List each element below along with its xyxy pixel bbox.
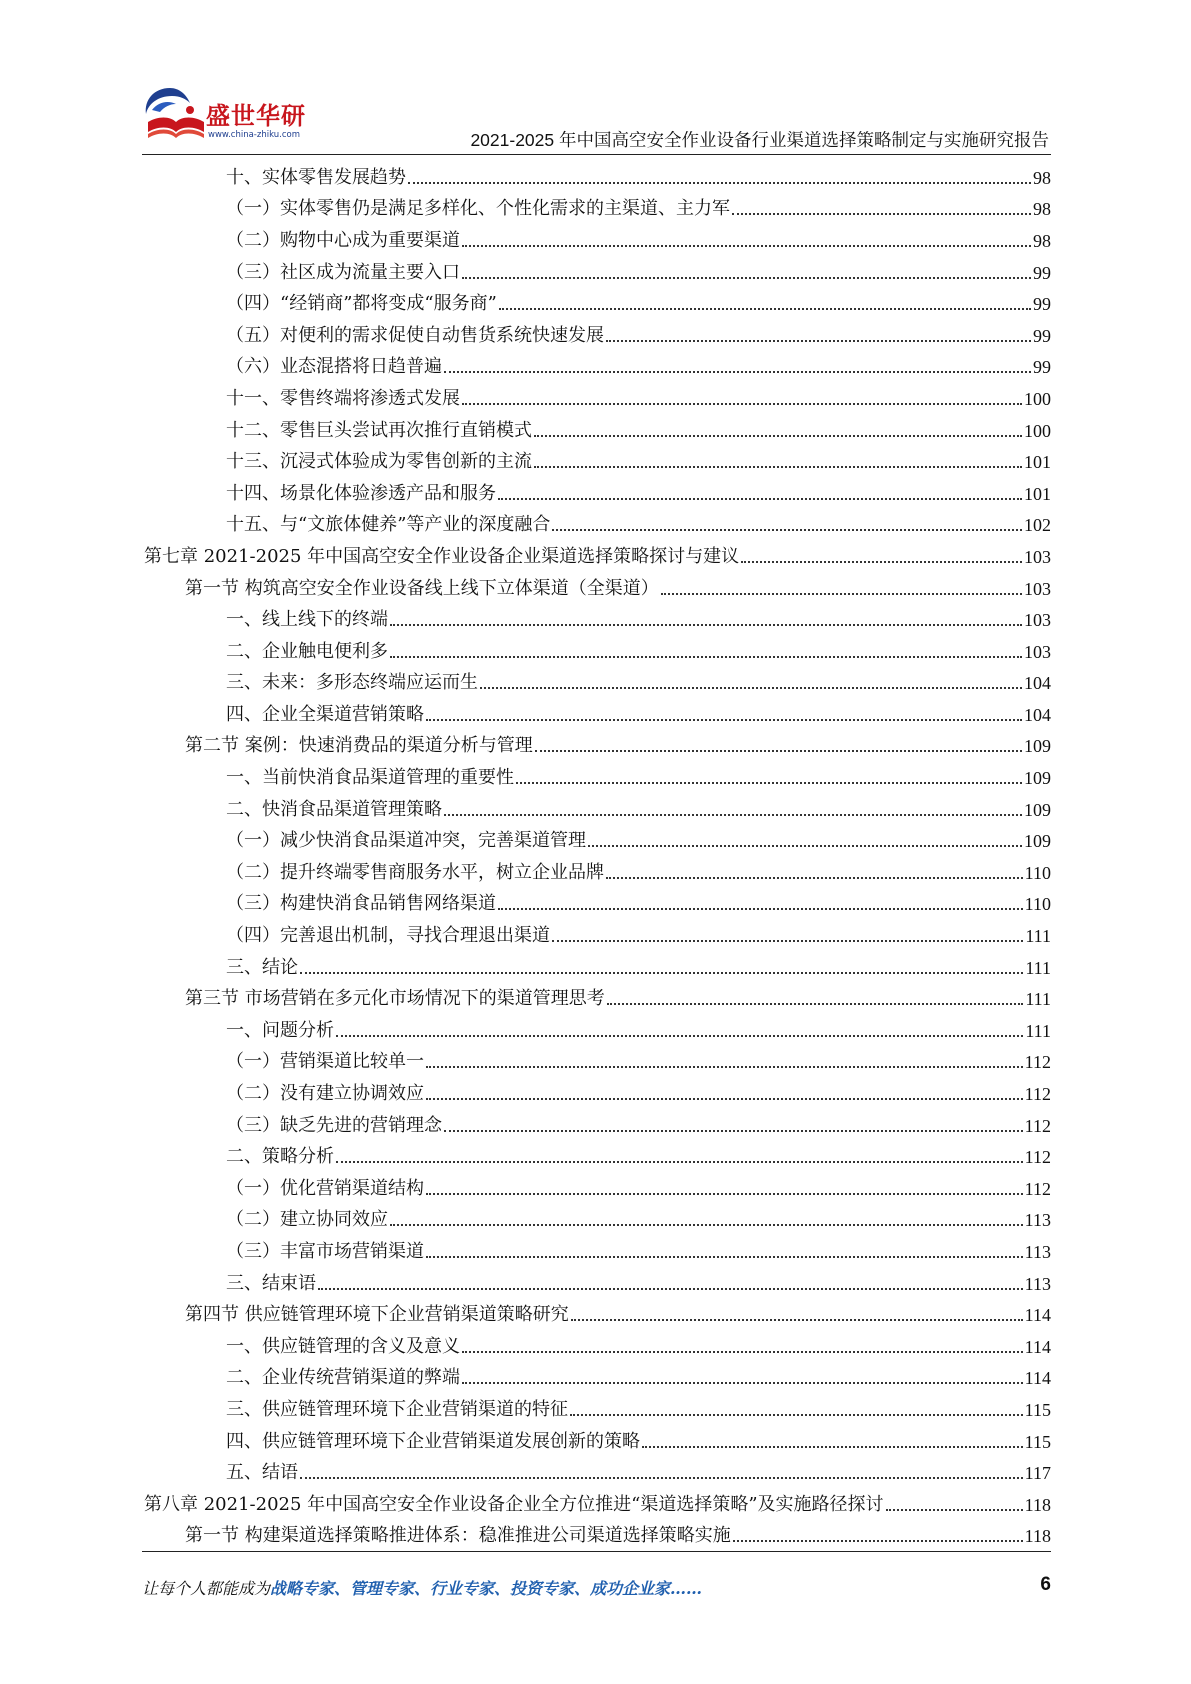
toc-dot-leader: [733, 1540, 1023, 1542]
toc-dot-leader: [534, 435, 1022, 437]
toc-entry-title: 第一节 构筑高空安全作业设备线上线下立体渠道（全渠道）: [185, 577, 659, 599]
table-of-contents: [0, 162, 1191, 1552]
toc-entry-page: 112: [1024, 1052, 1051, 1073]
toc-dot-leader: [426, 1098, 1023, 1100]
toc-dot-leader: [642, 1446, 1023, 1448]
toc-entry-page: 111: [1025, 957, 1051, 978]
toc-dot-leader: [426, 1256, 1023, 1258]
toc-dot-leader: [462, 277, 1031, 279]
toc-entry[interactable]: [0, 1173, 1191, 1205]
toc-dot-leader: [462, 245, 1031, 247]
toc-dot-leader: [336, 1035, 1023, 1037]
toc-entry-title: 第八章 2021-2025 年中国高空安全作业设备企业全方位推进“渠道选择策略”及实施路径探讨: [144, 1493, 884, 1515]
logo-name: 盛世华研: [206, 102, 306, 130]
toc-entry-title: 第一节 构建渠道选择策略推进体系：稳准推进公司渠道选择策略实施: [185, 1525, 731, 1547]
page-header: [0, 0, 1191, 160]
toc-entry[interactable]: [0, 478, 1191, 510]
toc-dot-leader: [732, 213, 1031, 215]
toc-entry[interactable]: [0, 1015, 1191, 1047]
toc-entry-title: （二）购物中心成为重要渠道: [226, 229, 460, 251]
toc-dot-leader: [741, 561, 1022, 563]
toc-entry-title: 三、供应链管理环境下企业营销渠道的特征: [226, 1398, 568, 1420]
toc-entry-page: 114: [1024, 1305, 1051, 1326]
toc-entry[interactable]: [0, 1236, 1191, 1268]
toc-entry-page: 113: [1024, 1273, 1051, 1294]
toc-entry[interactable]: [0, 225, 1191, 257]
toc-dot-leader: [499, 308, 1031, 310]
toc-dot-leader: [462, 403, 1022, 405]
toc-dot-leader: [408, 182, 1031, 184]
toc-entry-page: 98: [1033, 199, 1051, 220]
toc-dot-leader: [300, 1477, 1023, 1479]
toc-dot-leader: [606, 340, 1031, 342]
toc-entry[interactable]: [0, 1268, 1191, 1300]
toc-entry[interactable]: [0, 1047, 1191, 1079]
toc-entry-title: （三）社区成为流量主要入口: [226, 261, 460, 283]
toc-entry-page: 117: [1024, 1463, 1051, 1484]
toc-entry-page: 109: [1024, 736, 1051, 757]
toc-entry-page: 118: [1024, 1494, 1051, 1515]
toc-entry-page: 111: [1025, 926, 1051, 947]
toc-entry-title: （五）对便利的需求促使自动售货系统快速发展: [226, 324, 604, 346]
toc-entry-title: 五、结语: [226, 1462, 298, 1484]
toc-entry-page: 103: [1024, 546, 1051, 567]
footer-slogan: [142, 1576, 702, 1599]
toc-entry-title: （一）营销渠道比较单一: [226, 1051, 424, 1073]
toc-entry-title: 十一、零售终端将渗透式发展: [226, 387, 460, 409]
toc-dot-leader: [606, 877, 1023, 879]
toc-dot-leader: [886, 1509, 1023, 1511]
toc-entry[interactable]: [0, 383, 1191, 415]
report-title: 2021-2025 年中国高空安全作业设备行业渠道选择策略制定与实施研究报告: [470, 130, 1049, 150]
toc-entry-title: （六）业态混搭将日趋普遍: [226, 356, 442, 378]
toc-entry-page: 104: [1024, 704, 1051, 725]
toc-entry-title: （三）构建快消食品销售网络渠道: [226, 893, 496, 915]
toc-entry-page: 115: [1024, 1399, 1051, 1420]
toc-section-entry[interactable]: [0, 1521, 1191, 1553]
toc-entry-title: 二、快消食品渠道管理策略: [226, 798, 442, 820]
toc-entry[interactable]: [0, 1363, 1191, 1395]
toc-entry-page: 101: [1024, 452, 1051, 473]
toc-entry-title: 十四、场景化体验渗透产品和服务: [226, 482, 496, 504]
toc-entry-page: 114: [1024, 1336, 1051, 1357]
toc-entry[interactable]: [0, 825, 1191, 857]
toc-dot-leader: [480, 687, 1022, 689]
toc-entry[interactable]: [0, 1205, 1191, 1237]
toc-entry-title: （一）实体零售仍是满足多样化、个性化需求的主渠道、主力军: [226, 198, 730, 220]
toc-entry-title: （二）提升终端零售商服务水平，树立企业品牌: [226, 861, 604, 883]
toc-entry-page: 111: [1025, 989, 1051, 1010]
toc-dot-leader: [552, 529, 1022, 531]
toc-entry-page: 113: [1024, 1210, 1051, 1231]
toc-entry-title: 三、结束语: [226, 1272, 316, 1294]
toc-dot-leader: [426, 1193, 1023, 1195]
toc-entry[interactable]: [0, 636, 1191, 668]
toc-entry-title: 第二节 案例：快速消费品的渠道分析与管理: [185, 735, 533, 757]
toc-entry-page: 102: [1024, 515, 1051, 536]
toc-entry[interactable]: [0, 1141, 1191, 1173]
toc-entry-page: 98: [1033, 167, 1051, 188]
toc-dot-leader: [462, 1382, 1023, 1384]
toc-entry-title: 二、企业传统营销渠道的弊端: [226, 1367, 460, 1389]
toc-chapter-entry[interactable]: [0, 1489, 1191, 1521]
toc-entry-title: 一、供应链管理的含义及意义: [226, 1335, 460, 1357]
toc-entry-title: （四）“经销商”都将变成“服务商”: [226, 293, 497, 315]
toc-dot-leader: [336, 1161, 1023, 1163]
toc-entry-title: 一、当前快消食品渠道管理的重要性: [226, 767, 514, 789]
toc-entry-page: 112: [1024, 1115, 1051, 1136]
toc-dot-leader: [498, 498, 1022, 500]
toc-entry-page: 109: [1024, 768, 1051, 789]
toc-dot-leader: [462, 1351, 1023, 1353]
toc-entry-page: 112: [1024, 1147, 1051, 1168]
toc-dot-leader: [426, 1066, 1023, 1068]
footer-divider: [142, 1551, 1051, 1552]
toc-entry-title: 十二、零售巨头尝试再次推行直销模式: [226, 419, 532, 441]
toc-entry[interactable]: [0, 1394, 1191, 1426]
toc-entry[interactable]: [0, 604, 1191, 636]
toc-dot-leader: [588, 845, 1022, 847]
toc-dot-leader: [300, 972, 1023, 974]
logo-url: www.china-zhiku.com: [208, 130, 300, 140]
toc-section-entry[interactable]: [0, 573, 1191, 605]
toc-chapter-entry[interactable]: [0, 541, 1191, 573]
toc-dot-leader: [498, 908, 1023, 910]
toc-entry[interactable]: [0, 1331, 1191, 1363]
toc-entry-title: （三）丰富市场营销渠道: [226, 1240, 424, 1262]
toc-entry-page: 111: [1025, 1020, 1051, 1041]
toc-dot-leader: [444, 371, 1031, 373]
toc-entry[interactable]: [0, 446, 1191, 478]
toc-dot-leader: [570, 1414, 1023, 1416]
toc-entry-page: 100: [1024, 420, 1051, 441]
toc-entry-page: 98: [1033, 230, 1051, 251]
toc-entry[interactable]: [0, 510, 1191, 542]
toc-entry-page: 118: [1024, 1526, 1051, 1547]
toc-dot-leader: [444, 1130, 1023, 1132]
toc-entry[interactable]: [0, 699, 1191, 731]
toc-entry[interactable]: [0, 257, 1191, 289]
toc-entry[interactable]: [0, 1110, 1191, 1142]
toc-entry-page: 113: [1024, 1241, 1051, 1262]
toc-entry-title: 一、线上线下的终端: [226, 609, 388, 631]
toc-entry[interactable]: [0, 352, 1191, 384]
toc-entry-page: 100: [1024, 388, 1051, 409]
toc-entry-title: 四、企业全渠道营销策略: [226, 703, 424, 725]
company-logo: [140, 82, 320, 150]
toc-dot-leader: [516, 782, 1022, 784]
toc-entry-page: 103: [1024, 641, 1051, 662]
toc-entry-title: 十、实体零售发展趋势: [226, 166, 406, 188]
toc-dot-leader: [390, 656, 1022, 658]
toc-dot-leader: [661, 593, 1022, 595]
toc-entry[interactable]: [0, 952, 1191, 984]
toc-entry-page: 112: [1024, 1084, 1051, 1105]
toc-entry-page: 109: [1024, 799, 1051, 820]
toc-entry-title: 第四节 供应链管理环境下企业营销渠道策略研究: [185, 1304, 569, 1326]
toc-entry[interactable]: [0, 320, 1191, 352]
toc-entry-title: （二）没有建立协调效应: [226, 1083, 424, 1105]
logo-book-icon: [140, 82, 210, 144]
toc-entry[interactable]: [0, 857, 1191, 889]
toc-dot-leader: [318, 1288, 1023, 1290]
toc-entry-page: 99: [1033, 325, 1051, 346]
toc-entry-title: 三、结论: [226, 956, 298, 978]
toc-dot-leader: [552, 940, 1023, 942]
toc-entry[interactable]: [0, 1457, 1191, 1489]
header-divider: [142, 154, 1051, 155]
toc-dot-leader: [444, 814, 1022, 816]
toc-entry[interactable]: [0, 162, 1191, 194]
toc-entry-page: 99: [1033, 357, 1051, 378]
toc-entry-title: 一、问题分析: [226, 1019, 334, 1041]
toc-entry-title: 四、供应链管理环境下企业营销渠道发展创新的策略: [226, 1430, 640, 1452]
toc-entry-title: 十三、沉浸式体验成为零售创新的主流: [226, 451, 532, 473]
toc-entry[interactable]: [0, 794, 1191, 826]
toc-entry[interactable]: [0, 920, 1191, 952]
toc-entry-title: （二）建立协同效应: [226, 1209, 388, 1231]
toc-entry-title: （三）缺乏先进的营销理念: [226, 1114, 442, 1136]
toc-entry-page: 112: [1024, 1178, 1051, 1199]
toc-entry-page: 99: [1033, 294, 1051, 315]
toc-entry-title: 十五、与“文旅体健养”等产业的深度融合: [226, 514, 551, 536]
toc-entry[interactable]: [0, 1426, 1191, 1458]
toc-dot-leader: [426, 719, 1022, 721]
toc-entry-title: （四）完善退出机制，寻找合理退出渠道: [226, 925, 550, 947]
toc-dot-leader: [535, 750, 1022, 752]
toc-section-entry[interactable]: [0, 1299, 1191, 1331]
toc-section-entry[interactable]: [0, 731, 1191, 763]
footer-slogan-lead: 让每个人都能成为: [142, 1579, 271, 1598]
toc-entry[interactable]: [0, 194, 1191, 226]
toc-entry[interactable]: [0, 415, 1191, 447]
toc-entry-page: 103: [1024, 610, 1051, 631]
toc-entry-title: 第七章 2021-2025 年中国高空安全作业设备企业渠道选择策略探讨与建议: [144, 545, 740, 567]
toc-entry-page: 109: [1024, 831, 1051, 852]
toc-entry-page: 99: [1033, 262, 1051, 283]
toc-dot-leader: [607, 1003, 1024, 1005]
toc-entry-title: （一）减少快消食品渠道冲突，完善渠道管理: [226, 830, 586, 852]
toc-dot-leader: [390, 1224, 1023, 1226]
toc-entry-page: 114: [1024, 1368, 1051, 1389]
toc-section-entry[interactable]: [0, 983, 1191, 1015]
toc-entry[interactable]: [0, 288, 1191, 320]
toc-entry-page: 104: [1024, 673, 1051, 694]
toc-entry-title: 二、策略分析: [226, 1146, 334, 1168]
page-number: 6: [1040, 1574, 1051, 1595]
toc-dot-leader: [571, 1319, 1023, 1321]
toc-entry-title: 三、未来：多形态终端应运而生: [226, 672, 478, 694]
toc-entry-title: 二、企业触电便利多: [226, 640, 388, 662]
toc-entry-page: 110: [1024, 894, 1051, 915]
toc-entry-title: （一）优化营销渠道结构: [226, 1177, 424, 1199]
toc-entry[interactable]: [0, 668, 1191, 700]
toc-entry[interactable]: [0, 1078, 1191, 1110]
toc-dot-leader: [390, 624, 1022, 626]
toc-entry-page: 110: [1024, 862, 1051, 883]
toc-entry-page: 103: [1024, 578, 1051, 599]
toc-entry[interactable]: [0, 889, 1191, 921]
toc-entry[interactable]: [0, 762, 1191, 794]
toc-dot-leader: [534, 466, 1022, 468]
toc-entry-page: 101: [1024, 483, 1051, 504]
toc-entry-title: 第三节 市场营销在多元化市场情况下的渠道管理思考: [185, 988, 605, 1010]
toc-entry-page: 115: [1024, 1431, 1051, 1452]
footer-slogan-accent: 战略专家、管理专家、行业专家、投资专家、成功企业家……: [270, 1579, 703, 1598]
